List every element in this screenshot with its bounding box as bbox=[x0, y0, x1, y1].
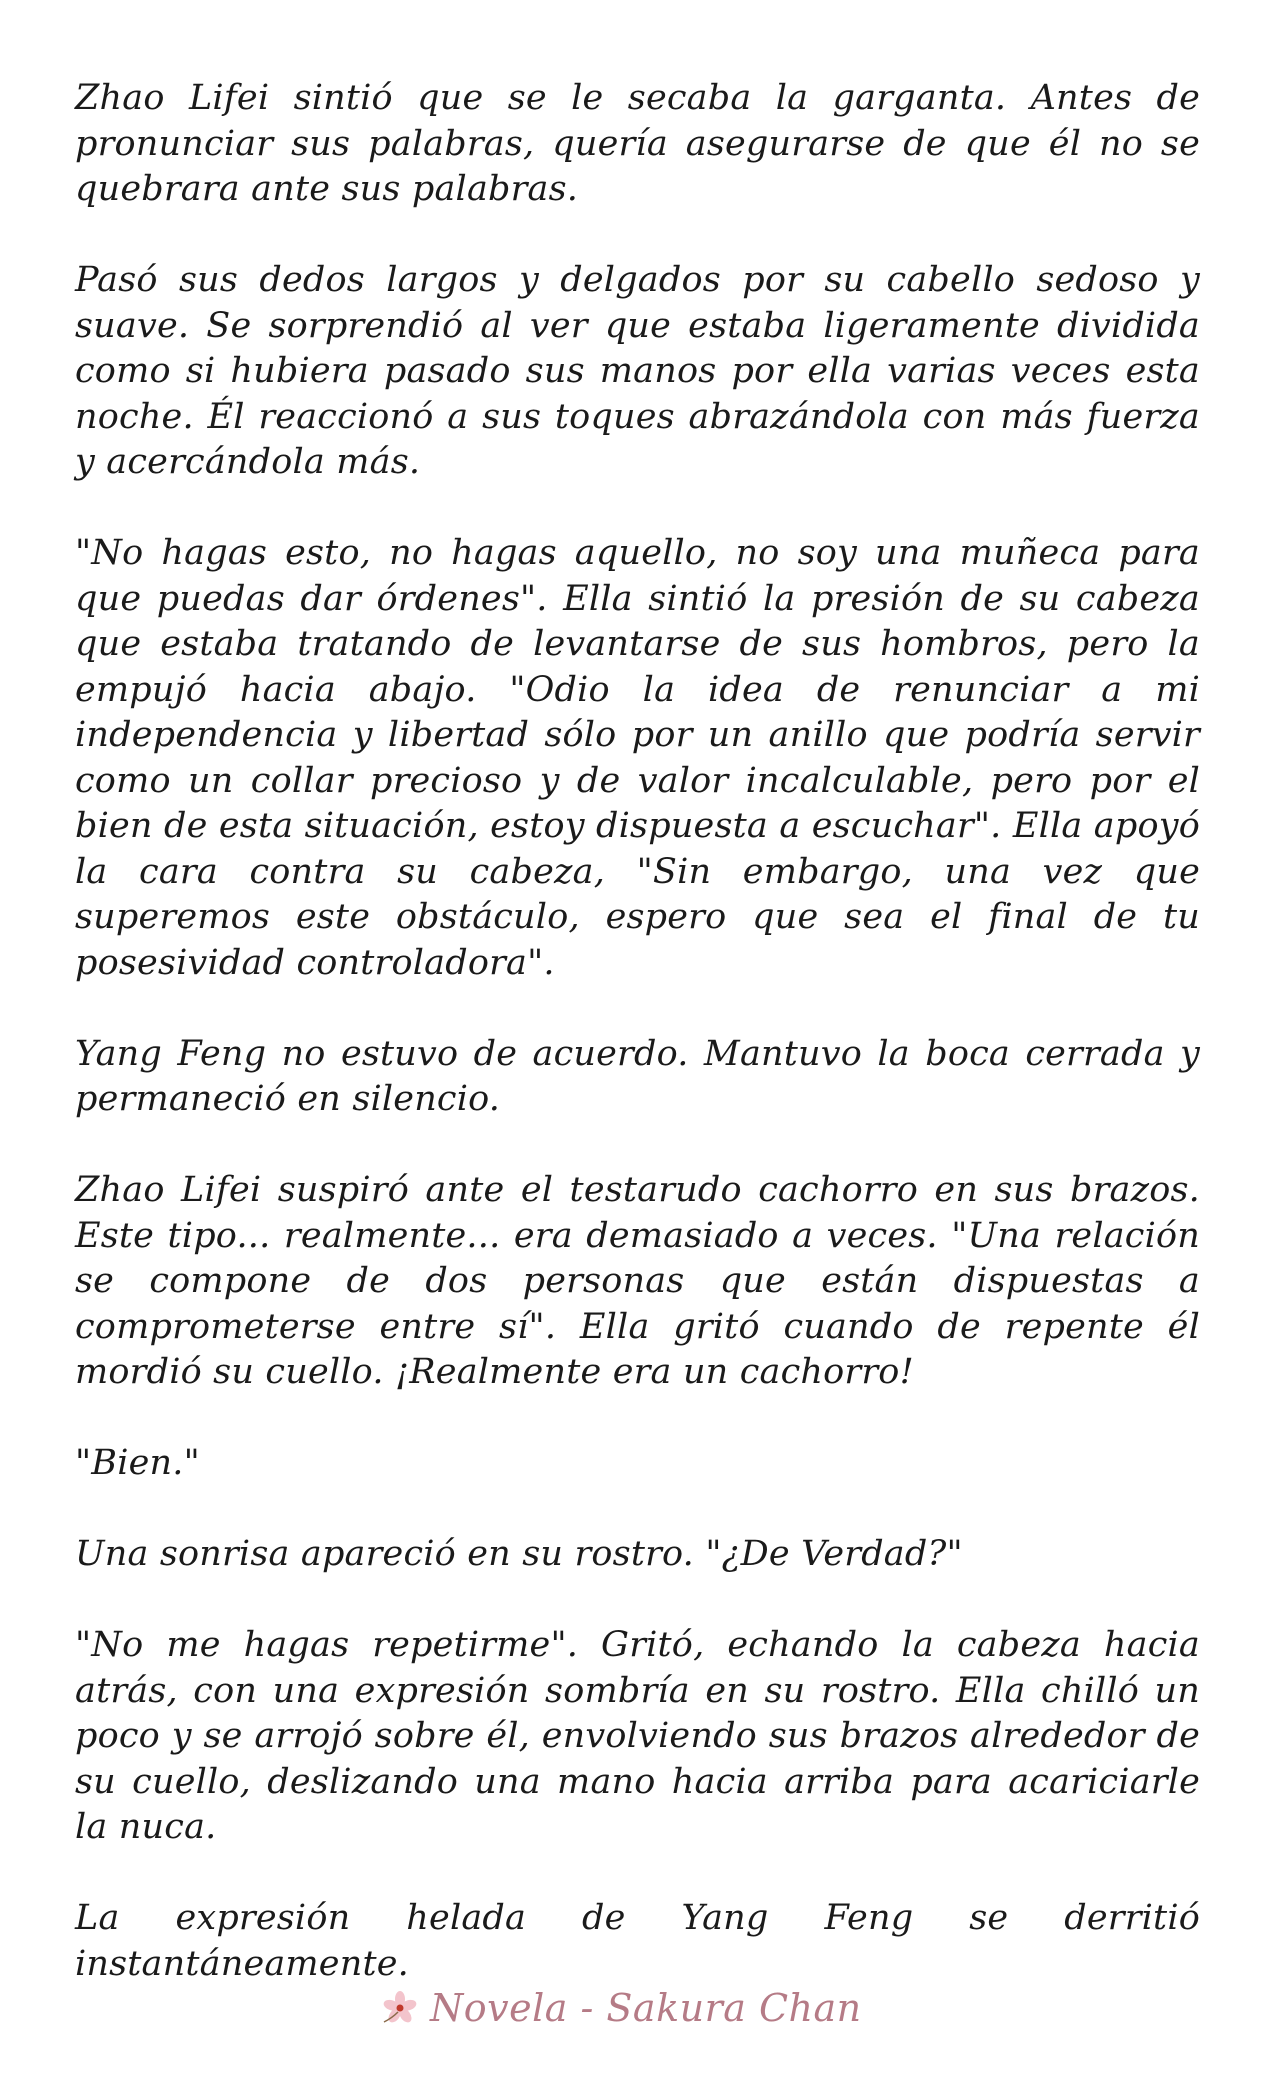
paragraph-9: La expresión helada de Yang Feng se derritió instantáneamente. bbox=[75, 1898, 1200, 1984]
watermark bbox=[380, 1980, 862, 2036]
paragraph-3: "No hagas esto, no hagas aquello, no soy una muñeca para que puedas dar órdenes". Ella sintió la presión de su cabeza que estaba tratando de levantarse de sus hombros, pero la empujó hacia abajo. "Odio la idea de renunciar a mi independencia y libertad sólo por un anillo que podría servir como un collar precioso y de valor incalculable, pero por el bien de esta situación, estoy dispuesta a escuchar". Ella apoyó la cara contra su cabeza, "Sin embargo, una vez que superemos este obstáculo, espero que sea el final de tu posesividad controladora". bbox=[75, 533, 1200, 983]
paragraph-8: "No me hagas repetirme". Gritó, echando la cabeza hacia atrás, con una expresión sombría en su rostro. Ella chilló un poco y se arrojó sobre él, envolviendo sus brazos alrededor de su cuello, deslizando una mano hacia arriba para acariciarle la nuca. bbox=[75, 1625, 1200, 1847]
paragraph-4: Yang Feng no estuvo de acuerdo. Mantuvo la boca cerrada y permaneció en silencio. bbox=[75, 1033, 1200, 1119]
watermark-text: Novela - Sakura Chan bbox=[430, 1986, 862, 2030]
paragraph-2: Pasó sus dedos largos y delgados por su cabello sedoso y suave. Se sorprendió al ver que estaba ligeramente dividida como si hubiera pasado sus manos por ella varias veces esta noche. Él reaccionó a sus toques abrazándola con más fuerza y acercándola más. bbox=[75, 260, 1200, 482]
paragraph-1: Zhao Lifei sintió que se le secaba la garganta. Antes de pronunciar sus palabras, quería asegurarse de que él no se quebrara ante sus palabras. bbox=[75, 78, 1200, 209]
paragraph-6: "Bien." bbox=[75, 1443, 200, 1483]
paragraph-7: Una sonrisa apareció en su rostro. "¿De Verdad?" bbox=[75, 1534, 963, 1574]
paragraph-5: Zhao Lifei suspiró ante el testarudo cachorro en sus brazos. Este tipo... realmente... era demasiado a veces. "Una relación se compone de dos personas que están dispuestas a comprometerse entre sí". Ella gritó cuando de repente él mordió su cuello. ¡Realmente era un cachorro! bbox=[75, 1170, 1200, 1392]
sakura-flower-icon bbox=[380, 1988, 420, 2028]
